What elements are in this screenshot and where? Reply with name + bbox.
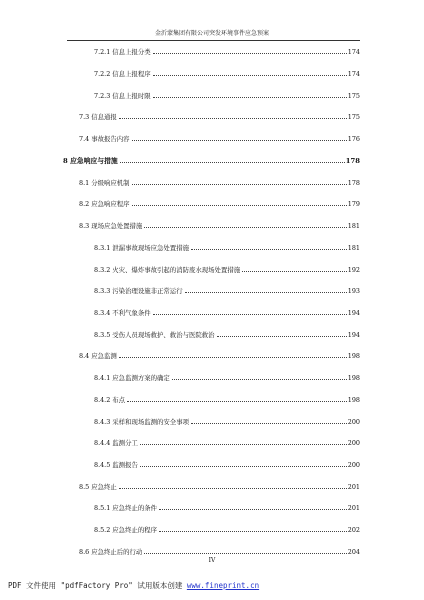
- toc-entry[interactable]: [79, 546, 360, 556]
- toc-entry-page: 201: [347, 504, 360, 512]
- toc-dot-leader: [140, 443, 347, 445]
- toc-entry-page: 201: [347, 483, 360, 491]
- toc-entry-title: 8.4.3 采样和现场监测的安全事项: [94, 418, 189, 426]
- toc-entry-page: 178: [345, 157, 360, 165]
- toc-entry-page: 198: [347, 396, 360, 404]
- toc-entry-title: 8.3.4 不利气象条件: [94, 309, 151, 317]
- toc-entry-page: 194: [347, 331, 360, 339]
- toc-entry-title: 7.2.2 信息上报程序: [94, 70, 151, 78]
- toc-entry[interactable]: [94, 524, 360, 534]
- toc-entry-page: 181: [347, 244, 360, 252]
- toc-dot-leader: [144, 226, 346, 228]
- toc-entry[interactable]: [79, 481, 360, 491]
- toc-dot-leader: [132, 183, 347, 185]
- toc-dot-leader: [159, 508, 347, 510]
- toc-entry[interactable]: [94, 459, 360, 469]
- toc-entry-title: 7.2.1 信息上报分类: [94, 48, 151, 56]
- toc-dot-leader: [153, 96, 347, 98]
- toc-entry-title: 7.3 信息通报: [79, 113, 117, 121]
- toc-entry-title: 8.3.2 火灾、爆炸事故引起的消防废水现场处置措施: [94, 266, 241, 274]
- toc-entry-title: 8.3.5 受伤人员现场救护、救治与医院救治: [94, 331, 215, 339]
- toc-entry[interactable]: [94, 90, 360, 100]
- toc-entry-title: 8.4.2 布点: [94, 396, 126, 404]
- toc-entry[interactable]: [94, 285, 360, 295]
- toc-entry-page: 194: [347, 309, 360, 317]
- toc-entry-title: 8.3 现场应急处置措施: [79, 222, 143, 230]
- toc-entry-title: 8 应急响应与措施: [63, 157, 118, 165]
- toc-entry[interactable]: [79, 177, 360, 187]
- toc-dot-leader: [119, 487, 347, 489]
- toc-entry-title: 8.4 应急监测: [79, 352, 117, 360]
- toc-entry[interactable]: [63, 155, 360, 165]
- toc-dot-leader: [172, 378, 347, 380]
- toc-entry-page: 198: [347, 352, 360, 360]
- toc-dot-leader: [217, 335, 347, 337]
- toc-entry[interactable]: [79, 350, 360, 360]
- toc-dot-leader: [153, 52, 347, 54]
- toc-entry-page: 198: [347, 374, 360, 382]
- toc-entry-title: 8.6 应急终止后的行动: [79, 548, 143, 556]
- toc-entry[interactable]: [79, 111, 360, 121]
- toc-entry-title: 8.4.5 监测报告: [94, 461, 138, 469]
- toc-entry-page: 179: [347, 200, 360, 208]
- pdf-footer-note: [8, 581, 259, 591]
- toc-dot-leader: [119, 117, 347, 119]
- toc-entry[interactable]: [94, 242, 360, 252]
- toc-entry-title: 8.4.1 应急监测方案的确定: [94, 374, 170, 382]
- toc-entry-page: 200: [347, 461, 360, 469]
- toc-entry-page: 193: [347, 287, 360, 295]
- toc-entry[interactable]: [94, 416, 360, 426]
- toc-entry-page: 200: [347, 418, 360, 426]
- toc-entry[interactable]: [94, 307, 360, 317]
- toc-entry-title: 8.1 分级响应机制: [79, 179, 130, 187]
- toc-dot-leader: [119, 356, 347, 358]
- toc-dot-leader: [159, 530, 347, 532]
- toc-dot-leader: [132, 139, 347, 141]
- toc-entry-title: 8.5.2 应急终止的程序: [94, 526, 158, 534]
- toc-entry-title: 8.4.4 监测分工: [94, 439, 138, 447]
- toc-dot-leader: [153, 313, 347, 315]
- toc-entry[interactable]: [94, 372, 360, 382]
- toc-entry-page: 174: [347, 70, 360, 78]
- toc-entry[interactable]: [94, 46, 360, 56]
- toc-entry[interactable]: [79, 133, 360, 143]
- toc-entry-page: 200: [347, 439, 360, 447]
- toc-entry-title: 8.3.3 污染治理设施非正常运行: [94, 287, 183, 295]
- toc-entry-page: 175: [347, 92, 360, 100]
- toc-entry-title: 8.5 应急终止: [79, 483, 117, 491]
- toc-dot-leader: [127, 400, 347, 402]
- toc-entry[interactable]: [94, 329, 360, 339]
- toc-entry[interactable]: [79, 198, 360, 208]
- toc-entry[interactable]: [94, 264, 360, 274]
- toc-dot-leader: [140, 465, 347, 467]
- toc-entry-page: 176: [347, 135, 360, 143]
- toc-entry[interactable]: [94, 394, 360, 404]
- toc-dot-leader: [242, 270, 347, 272]
- toc-dot-leader: [185, 291, 347, 293]
- toc-dot-leader: [191, 422, 347, 424]
- toc-entry-page: 202: [347, 526, 360, 534]
- toc-dot-leader: [120, 161, 345, 163]
- toc-entry-page: 204: [347, 548, 360, 556]
- toc-entry-title: 8.5.1 应急终止的条件: [94, 504, 158, 512]
- page-header-title: 金沂蒙集团有限公司突发环境事件应急预案: [154, 30, 269, 37]
- toc-entry[interactable]: [79, 220, 360, 230]
- toc-entry-title: 7.2.3 信息上报时限: [94, 92, 151, 100]
- toc-entry-page: 174: [347, 48, 360, 56]
- page-number: IV: [208, 557, 216, 564]
- toc-entry-page: 181: [347, 222, 360, 230]
- toc-entry-page: 175: [347, 113, 360, 121]
- toc-entry-page: 178: [347, 179, 360, 187]
- toc-entry-title: 7.4 事故报告内容: [79, 135, 130, 143]
- footer-prefix: PDF 文件使用 "pdfFactory Pro" 试用版本创建: [8, 581, 187, 590]
- toc-entry-title: 8.2 应急响应程序: [79, 200, 130, 208]
- toc-entry-title: 8.3.1 泄漏事故现场应急处置措施: [94, 244, 189, 252]
- toc-entry-page: 192: [347, 266, 360, 274]
- toc-entry[interactable]: [94, 502, 360, 512]
- footer-link[interactable]: www.fineprint.cn: [186, 581, 260, 590]
- toc-dot-leader: [153, 74, 347, 76]
- toc-dot-leader: [144, 552, 346, 554]
- toc-dot-leader: [191, 248, 347, 250]
- toc-entry[interactable]: [94, 68, 360, 78]
- toc-entry[interactable]: [94, 437, 360, 447]
- toc-dot-leader: [132, 204, 347, 206]
